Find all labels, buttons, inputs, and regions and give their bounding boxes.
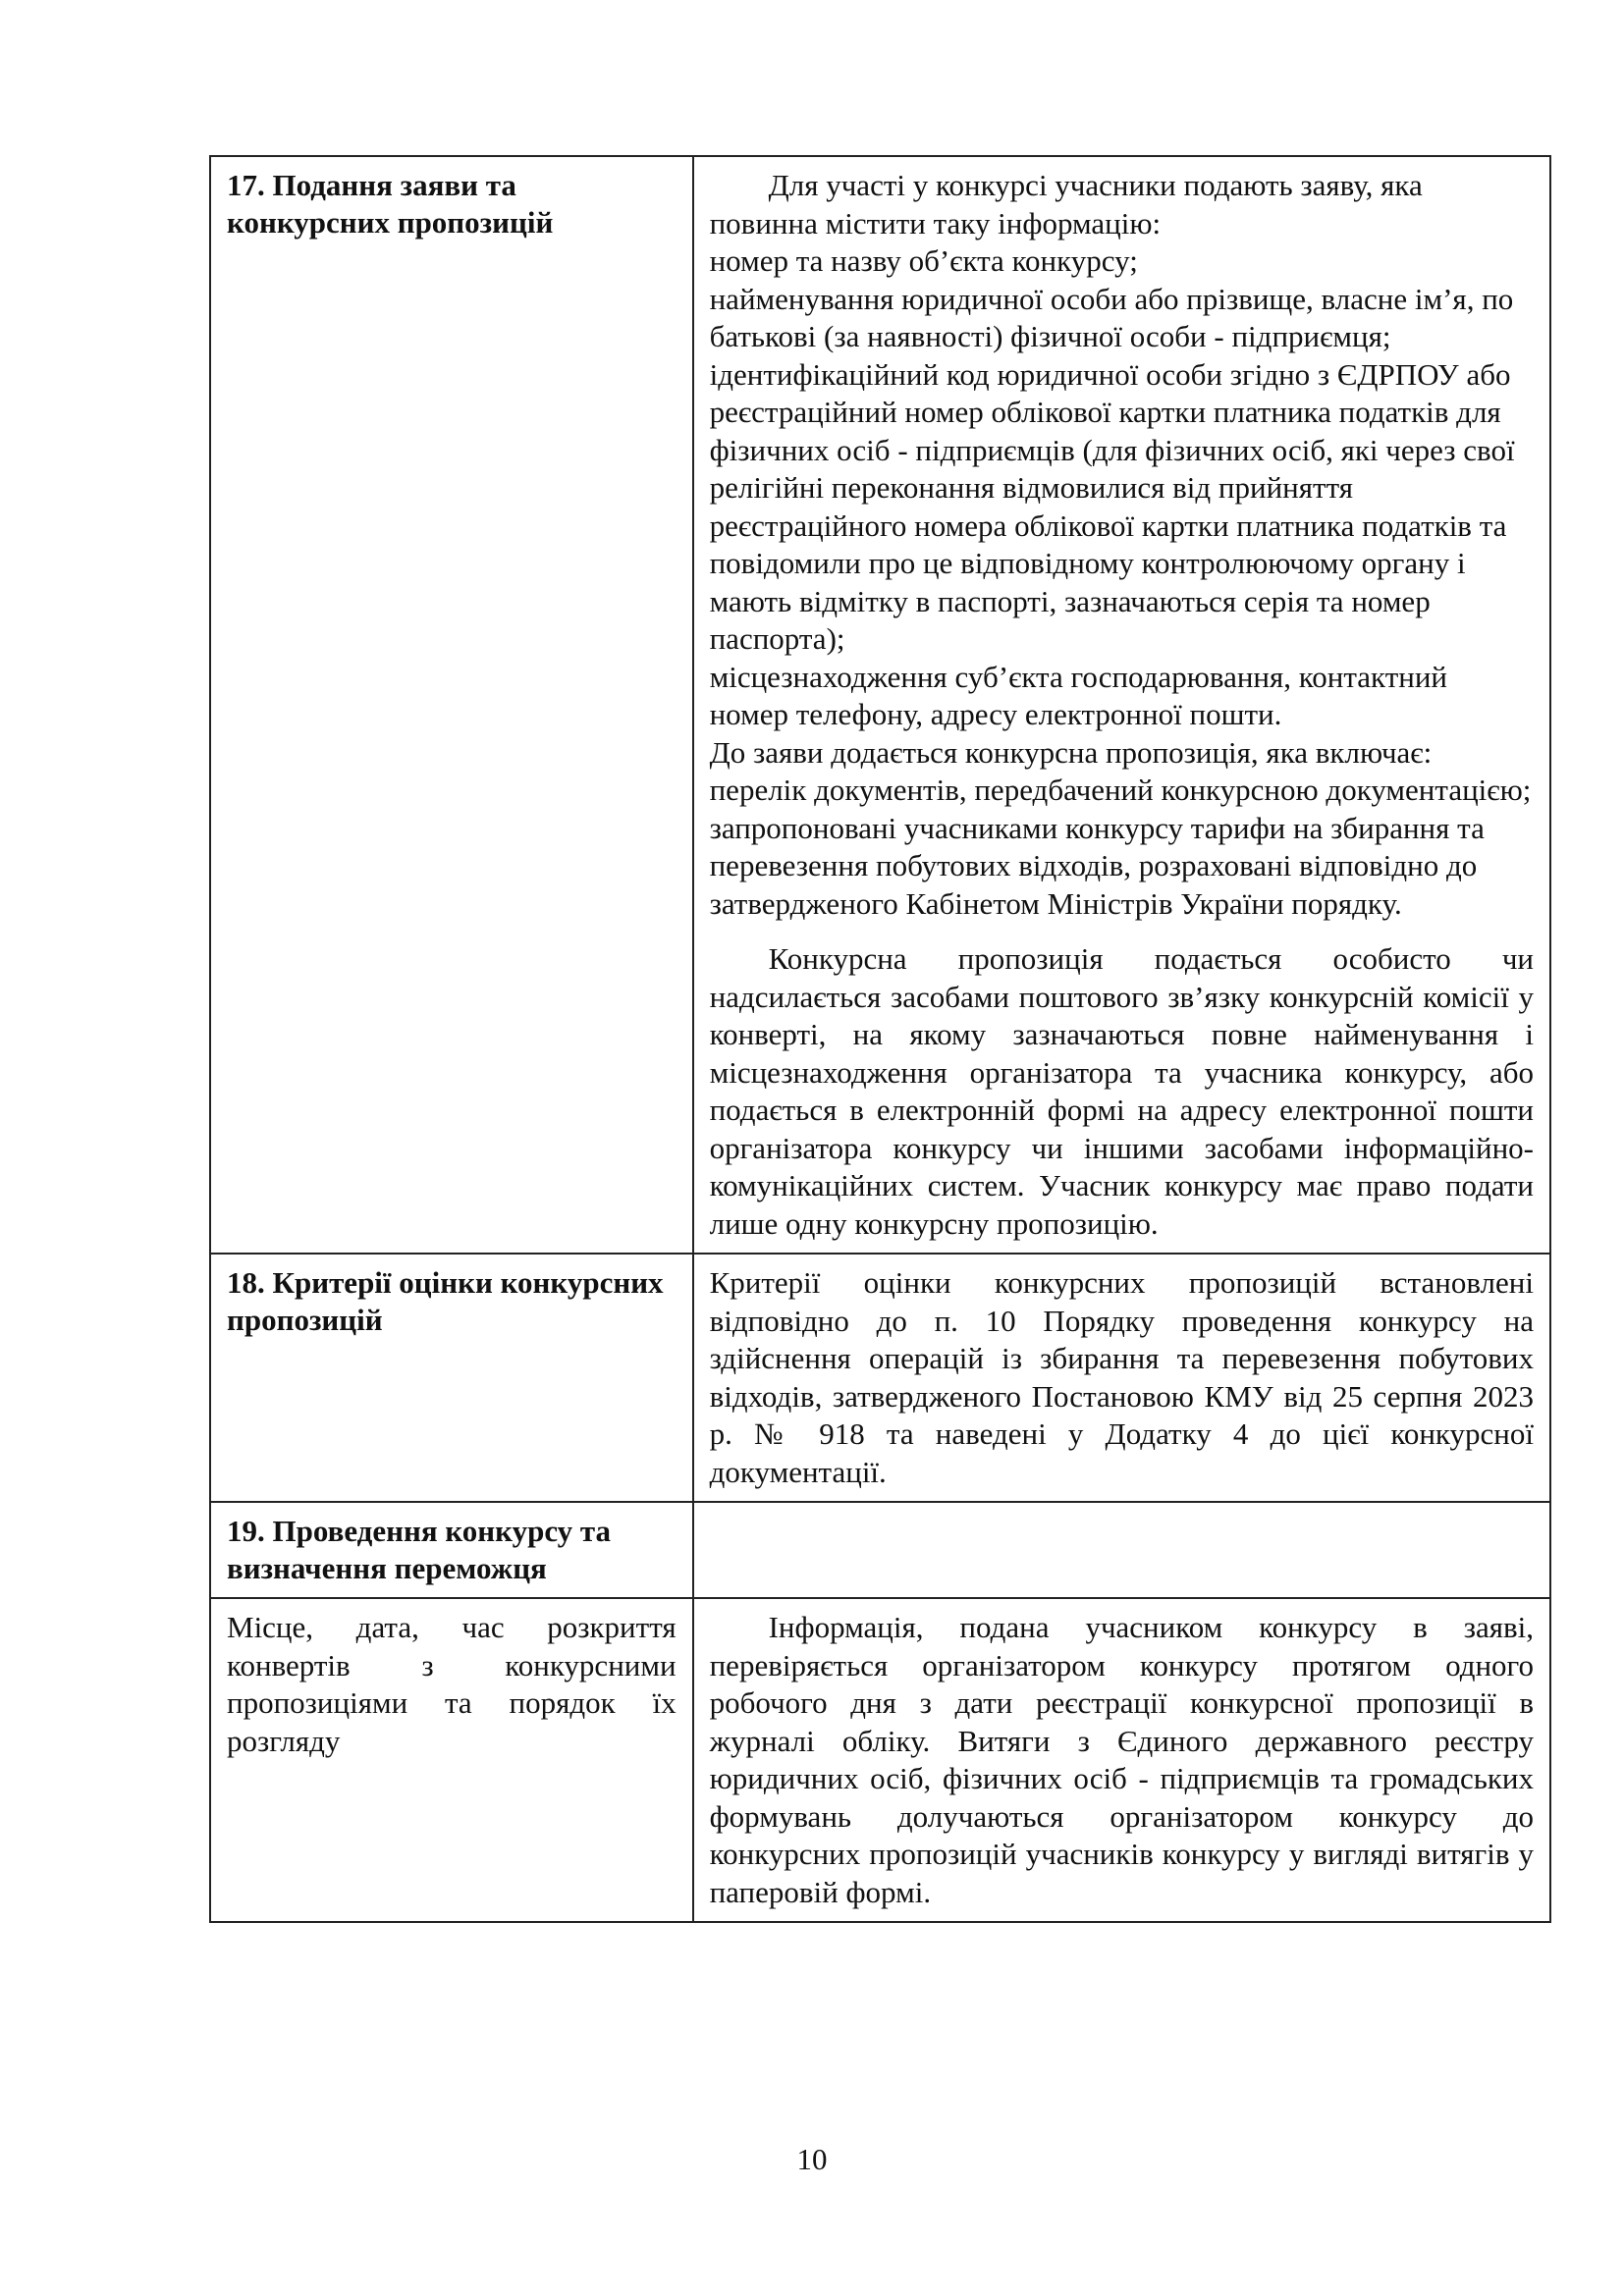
section-17-content-cell (693, 156, 1550, 1254)
section-17-intro: Для участі у конкурсі учасники подають заяву, яка повинна містити таку інформацію: (709, 168, 1423, 240)
table-row-19 (210, 1502, 1550, 1598)
section-19a-left-text: Місце, дата, час розкриття конвертів з конкурсними пропозиціями та порядок їх розгляду (227, 1610, 677, 1758)
section-17-item-code: ідентифікаційний код юридичної особи згідно з ЄДРПОУ або реєстраційний номер облікової картки платника податків для фізичних осіб - підприємців (для фізичних осіб, які через свої релігійні переконання відмовилися від прийняття реєстраційного номера облікової картки платника податків та повідомили про це відповідному контролюючому органу і мають відмітку в паспорті, зазначаються серія та номер паспорта); (709, 356, 1515, 656)
section-19a-right-text: Інформація, подана учасником конкурсу в заяві, перевіряється організатором конкурсу протягом одного робочого дня з дати реєстрації конкурсної пропозиції в журналі обліку. Витяги з Єдиного державного реєстру юридичних осіб, фізичних осіб - підприємців та громадських формувань долучаються організатором конкурсу до конкурсних пропозицій учасників конкурсу у вигляді витягів у паперовій формі. (709, 1610, 1534, 1909)
table-row-19a (210, 1598, 1550, 1922)
section-17-item-tariffs: запропоновані учасниками конкурсу тарифи на збирання та перевезення побутових відходів, розраховані відповідно до затвердженого Кабінетом Міністрів України порядку. (709, 810, 1485, 921)
section-17-item-object: номер та назву об’єкта конкурсу; (709, 243, 1138, 278)
table-row-17 (210, 156, 1550, 1254)
section-17-proposal-intro: До заяви додається конкурсна пропозиція, яка включає: (709, 734, 1433, 770)
section-17-title: 17. Подання заяви та конкурсних пропозицій (227, 168, 554, 240)
section-18-content-cell (693, 1254, 1550, 1502)
section-17-item-name: найменування юридичної особи або прізвище, власне ім’я, по батькові (за наявності) фізичної особи - підприємця; (709, 281, 1514, 353)
section-19a-left-cell (210, 1598, 693, 1922)
section-18-title-cell (210, 1254, 693, 1502)
page-number: 10 (796, 2142, 828, 2176)
section-19a-right-cell (693, 1598, 1550, 1922)
section-17-title-cell (210, 156, 693, 1254)
section-17-item-documents: перелік документів, передбачений конкурсною документацією; (709, 773, 1532, 807)
section-19-title-cell (210, 1502, 693, 1598)
section-19-title: 19. Проведення конкурсу та визначення переможця (227, 1514, 612, 1585)
section-18-title: 18. Критерії оцінки конкурсних пропозицій (227, 1265, 664, 1337)
section-17-item-location: місцезнаходження суб’єкта господарювання, контактний номер телефону, адресу електронної пошти. (709, 659, 1448, 731)
section-18-text: Критерії оцінки конкурсних пропозицій встановлені відповідно до п. 10 Порядку проведення конкурсу на здійснення операцій із збирання та перевезення побутових відходів, затвердженого Постановою КМУ від 25 серпня 2023 р. № 918 та наведені у Додатку 4 до цієї конкурсної документації. (709, 1265, 1534, 1489)
section-17-paragraph-2: Конкурсна пропозиція подається особисто чи надсилається засобами поштового зв’язку конкурсній комісії у конверті, на якому зазначаються повне найменування і місцезнаходження організатора та учасника конкурсу, або подається в електронній формі на адресу електронної пошти організатора конкурсу чи іншими засобами інформаційно-комунікаційних систем. Учасник конкурсу має право подати лише одну конкурсну пропозицію. (709, 941, 1534, 1241)
section-19-content-cell (693, 1502, 1550, 1598)
table-row-18 (210, 1254, 1550, 1502)
document-table (209, 155, 1551, 1923)
